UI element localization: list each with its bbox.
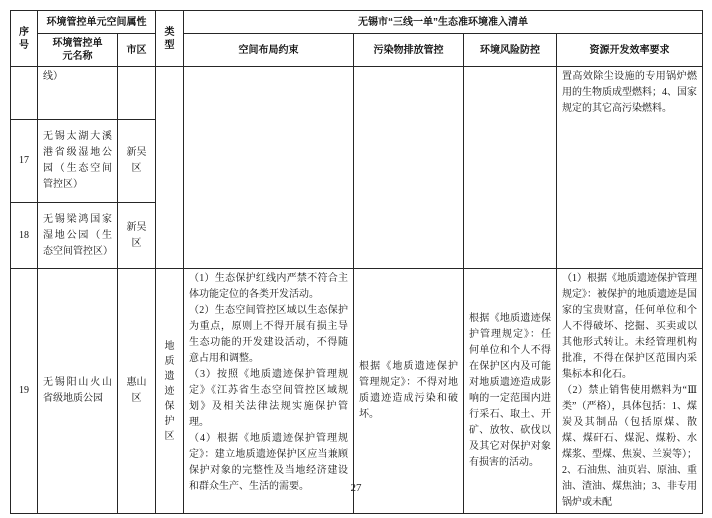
merged-risk-cell xyxy=(464,67,557,269)
merged-type-cell xyxy=(156,67,184,269)
row19-risk: 根据《地质遗迹保护管理规定》：任何单位和个人不得在保护区内及可能对地质遗迹造成影响的一定范围内进行采石、取土、开矿、放牧、砍伐以及其它对保护对象有损害的活动。 xyxy=(464,269,557,514)
header-row-2 xyxy=(11,34,703,67)
table-row-19 xyxy=(11,269,703,514)
row19-unit-name: 无锡阳山火山省级地质公园 xyxy=(38,269,118,514)
header-type-label: 类型 xyxy=(164,26,175,51)
carryover-unit-name: 线） xyxy=(38,67,118,120)
header-unit-name-label: 环境管控单元名称 xyxy=(52,38,103,62)
row18-seq: 18 xyxy=(11,203,38,269)
access-list-table xyxy=(10,10,703,514)
row19-seq: 19 xyxy=(11,269,38,514)
header-row-1 xyxy=(11,11,703,34)
row18-district: 新吴区 xyxy=(118,203,156,269)
header-type xyxy=(156,11,184,67)
header-unit-name xyxy=(38,34,118,67)
row17-unit-name: 无锡太湖大溪港省级湿地公园（生态空间管控区） xyxy=(38,120,118,203)
header-resource: 资源开发效率要求 xyxy=(557,34,703,67)
carryover-seq xyxy=(11,67,38,120)
row19-type-label: 地质遗迹保护区 xyxy=(164,340,175,442)
row17-seq: 17 xyxy=(11,120,38,203)
carryover-district xyxy=(118,67,156,120)
row17-district: 新吴区 xyxy=(118,120,156,203)
merged-resource-cell: 置高效除尘设施的专用锅炉燃用的生物质成型燃料；4、国家规定的其它高污染燃料。 xyxy=(557,67,703,269)
merged-spatial-cell xyxy=(184,67,354,269)
header-attr-group: 环境管控单元空间属性 xyxy=(38,11,156,34)
header-list-group: 无锡市“三线一单”生态准环境准入清单 xyxy=(184,11,703,34)
header-seq xyxy=(11,11,38,67)
row19-pollution: 根据《地质遗迹保护管理规定》：不得对地质遗迹造成污染和破坏。 xyxy=(354,269,464,514)
row19-district: 惠山区 xyxy=(118,269,156,514)
row18-unit-name: 无锡梁鸿国家湿地公园（生态空间管控区） xyxy=(38,203,118,269)
row19-spatial: （1）生态保护红线内严禁不符合主体功能定位的各类开发活动。 （2）生态空间管控区域以生态保护为重点，原则上不得开展有损主导生态功能的开发建设活动，不得随意占用和调整。 （3）按照《地质遗迹保护管理规定》《江苏省生态空间管控区域规划》及相关法律法规实施保护管理。 （4）根据《地质遗迹保护管理规定》：建立地质遗迹保护区应当兼顾保护对象的完整性及当地经济建设和群众生产、生活的需要。 xyxy=(184,269,354,514)
header-spatial: 空间布局约束 xyxy=(184,34,354,67)
row19-resource: （1）根据《地质遗迹保护管理规定》：被保护的地质遗迹是国家的宝贵财富，任何单位和个人不得破坏、挖掘、买卖或以其他形式转让。未经管理机构批准，不得在保护区范围内采集标本和化石。 （2）禁止销售使用燃料为“Ⅲ类”（严格），具体包括：1、煤炭及其制品（包括原煤、散煤、煤矸石、煤泥、煤粉、水煤浆、型煤、焦炭、兰炭等）；2、石油焦、油页岩、原油、重油、渣油、煤焦油；3、非专用锅炉或未配 xyxy=(557,269,703,514)
header-risk: 环境风险防控 xyxy=(464,34,557,67)
header-seq-label: 序号 xyxy=(19,26,29,51)
page-number: 27 xyxy=(350,482,362,494)
header-pollution: 污染物排放管控 xyxy=(354,34,464,67)
merged-pollution-cell xyxy=(354,67,464,269)
table-row-carryover xyxy=(11,67,703,120)
header-district: 市区 xyxy=(118,34,156,67)
row19-type xyxy=(156,269,184,514)
